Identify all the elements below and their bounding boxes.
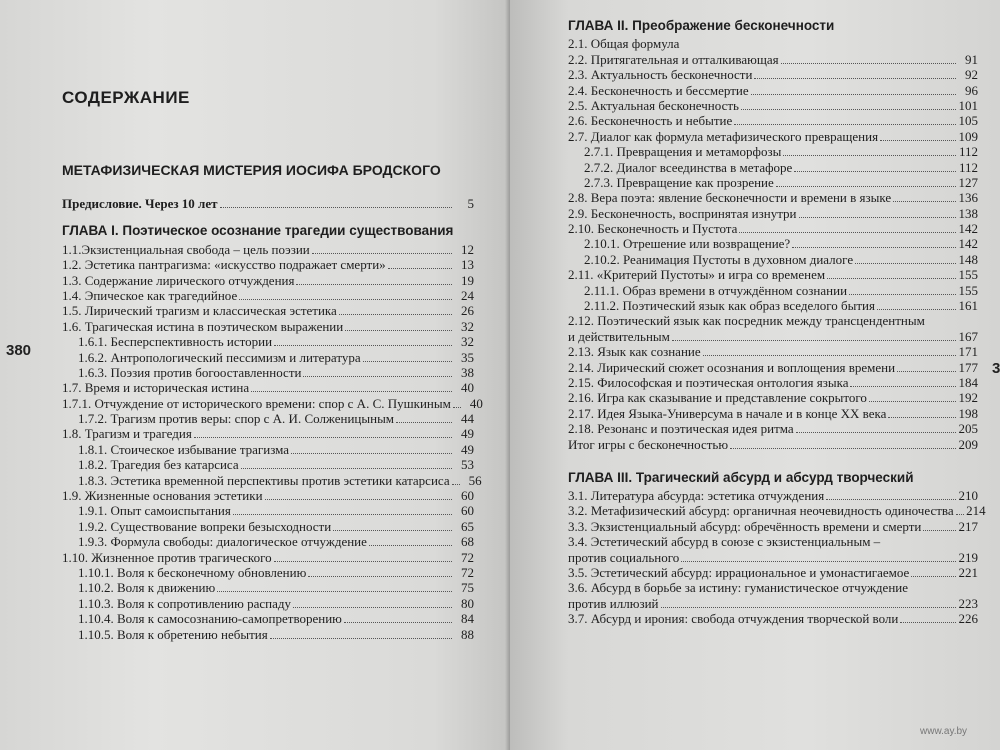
entry-label: 1.3. Содержание лирического отчуждения	[62, 272, 295, 288]
entry-page: 49	[461, 426, 474, 442]
entry-page: 91	[965, 51, 978, 67]
toc-entry	[568, 405, 978, 420]
entry-page: 217	[958, 518, 978, 534]
entry-label: 1.9.1. Опыт самоиспытания	[78, 503, 231, 519]
entry-page: 38	[461, 364, 474, 380]
entry-label: 1.9.3. Формула свободы: диалогическое отчуждение	[78, 534, 367, 550]
entry-page: 35	[461, 349, 474, 365]
entry-page: 49	[461, 441, 474, 457]
toc-entry	[62, 272, 474, 287]
toc-entry	[568, 36, 978, 51]
entry-page: 88	[461, 626, 474, 642]
entry-page: 177	[958, 359, 978, 375]
entry-label: 2.9. Бесконечность, воспринятая изнутри	[568, 205, 797, 221]
entry-label: 1.10.5. Воля к обретению небытия	[78, 626, 268, 642]
entry-page: 12	[461, 241, 474, 257]
toc-entry	[62, 365, 474, 380]
entry-label: 1.2. Эстетика пантрагизма: «искусство подражает смерти»	[62, 257, 386, 273]
toc-entry	[568, 282, 978, 297]
toc-entry	[568, 205, 978, 220]
entry-label: 2.10. Бесконечность и Пустота	[568, 221, 738, 237]
entry-label: 1.6.1. Бесперспективность истории	[78, 334, 273, 350]
entry-page: 68	[461, 534, 474, 550]
entry-label: 2.2. Притягательная и отталкивающая	[568, 51, 779, 67]
entry-label: 1.5. Лирический трагизм и классическая эстетика	[62, 303, 337, 319]
entry-label: 2.11.1. Образ времени в отчуждённом сознании	[584, 282, 848, 298]
entry-label: 2.6. Бесконечность и небытие	[568, 113, 733, 129]
chapter3-entries	[568, 487, 986, 534]
toc-entry	[568, 67, 978, 82]
toc-entry-line: 3.4. Эстетический абсурд в союзе с экзистенциальным –	[568, 533, 881, 549]
toc-entry	[62, 303, 474, 318]
entry-label: 2.7. Диалог как формула метафизического превращения	[568, 128, 879, 144]
entry-label: 1.4. Эпическое как трагедийное	[62, 287, 238, 303]
entry-label: 2.8. Вера поэта: явление бесконечности и времени в языке	[568, 190, 892, 206]
toc-entry	[62, 241, 474, 256]
entry-page: 112	[958, 159, 978, 175]
entry-label: 2.15. Философская и поэтическая онтология языка	[568, 374, 849, 390]
toc-entry	[568, 144, 978, 159]
entry-label: 2.4. Бесконечность и бессмертие	[568, 82, 749, 98]
entry-page: 5	[467, 196, 474, 212]
entry-page: 65	[461, 518, 474, 534]
entry-label: 3.5. Эстетический абсурд: иррациональное и умонастигаемое	[568, 564, 910, 580]
entry-page: 161	[958, 298, 978, 314]
entry-page: 75	[461, 580, 474, 596]
entry-page: 32	[461, 334, 474, 350]
entry-page: 105	[958, 113, 978, 129]
chapter-title: ГЛАВА II. Преображение бесконечности	[568, 18, 835, 33]
toc-entry	[568, 390, 978, 405]
toc-entry	[62, 441, 474, 456]
toc-entry	[568, 344, 978, 359]
entry-label: 1.8. Трагизм и трагедия	[62, 426, 192, 442]
toc-entry	[62, 488, 474, 503]
entry-page: 84	[461, 611, 474, 627]
toc-entry	[568, 328, 978, 343]
entry-label: Предисловие. Через 10 лет	[62, 196, 218, 212]
toc-entry	[62, 288, 474, 303]
entry-label: 1.10.2. Воля к движению	[78, 580, 216, 596]
toc-entry	[62, 549, 474, 564]
entry-label: 1.6.2. Антропологический пессимизм и литература	[78, 349, 361, 365]
chapter-title: ГЛАВА I. Поэтическое осознание трагедии существования	[62, 223, 454, 239]
toc-entry	[62, 472, 482, 488]
entry-label: против социального	[568, 549, 680, 565]
entry-page: 40	[461, 380, 474, 396]
entry-page: 101	[958, 97, 978, 113]
entry-page: 60	[461, 488, 474, 504]
page-number: 3	[992, 360, 1000, 377]
toc-entry	[568, 251, 978, 266]
entry-label: 2.3. Актуальность бесконечности	[568, 67, 753, 83]
entry-label: 1.8.3. Эстетика временной перспективы против эстетики катарсиса	[78, 472, 450, 488]
toc-left	[62, 196, 483, 642]
entry-label: 1.8.2. Трагедия без катарсиса	[78, 457, 239, 473]
entry-page: 221	[958, 564, 978, 580]
entry-page: 205	[958, 421, 978, 437]
toc-entry	[568, 375, 978, 390]
entry-page: 198	[958, 405, 978, 421]
entry-label: 2.16. Игра как сказывание и представление сокрытого	[568, 390, 867, 406]
entry-label: 2.7.3. Превращение как прозрение	[584, 174, 774, 190]
entry-page: 155	[958, 282, 978, 298]
toc-entry	[568, 518, 978, 533]
toc-entry	[62, 565, 474, 580]
entry-label: 2.17. Идея Языка-Универсума в начале и в конце XX века	[568, 405, 887, 421]
toc-entry	[568, 51, 978, 66]
toc-entry	[62, 611, 474, 626]
entry-label: 1.6.3. Поэзия против богооставленности	[78, 364, 302, 380]
entry-page: 60	[461, 503, 474, 519]
entry-label: 1.10.1. Воля к бесконечному обновлению	[78, 564, 307, 580]
toc-entry	[62, 380, 474, 395]
toc-entry	[568, 98, 978, 113]
toc-entry	[568, 298, 978, 313]
entry-page: 92	[965, 67, 978, 83]
toc-entry	[568, 488, 978, 503]
entry-label: 1.10.4. Воля к самосознанию-самопретворению	[78, 611, 342, 627]
entry-page: 32	[461, 318, 474, 334]
entry-page: 171	[958, 344, 978, 360]
entry-page: 192	[958, 390, 978, 406]
entry-page: 72	[461, 549, 474, 565]
page-number: 380	[6, 342, 32, 359]
entry-label: 1.10. Жизненное против трагического	[62, 549, 272, 565]
entry-page: 53	[461, 457, 474, 473]
toc-right	[568, 18, 986, 627]
toc-entry-line: 3.6. Абсурд в борьбе за истину: гуманистическое отчуждение	[568, 579, 908, 595]
entry-page: 80	[461, 595, 474, 611]
entry-label: 3.1. Литература абсурда: эстетика отчуждения	[568, 487, 825, 503]
entry-page: 223	[958, 595, 978, 611]
entry-page: 40	[469, 395, 483, 411]
toc-entry	[568, 359, 978, 374]
entry-label: 3.7. Абсурд и ирония: свобода отчуждения творческой воли	[568, 611, 899, 627]
entry-page: 226	[958, 611, 978, 627]
toc-entry	[568, 421, 978, 436]
toc-entry	[568, 190, 978, 205]
entry-label: 1.1.Экзистенциальная свобода – цель поэзии	[62, 241, 310, 257]
entry-page: 19	[461, 272, 474, 288]
chapter2-entries	[568, 36, 978, 313]
entry-page: 72	[461, 564, 474, 580]
entry-label: 1.7.1. Отчуждение от исторического времени: спор с А. С. Пушкиным	[62, 395, 451, 411]
entry-page: 209	[958, 436, 978, 452]
toc-entry	[62, 257, 474, 272]
entry-label: 1.10.3. Воля к сопротивлению распаду	[78, 595, 291, 611]
toc-entry	[62, 318, 474, 333]
entry-page: 136	[958, 190, 978, 206]
toc-entry	[62, 457, 474, 472]
toc-entry	[62, 395, 483, 411]
toc-entry	[568, 82, 978, 97]
book-title: МЕТАФИЗИЧЕСКАЯ МИСТЕРИЯ ИОСИФА БРОДСКОГО	[62, 162, 441, 178]
entry-page: 184	[958, 374, 978, 390]
toc-entry	[62, 426, 474, 441]
chapter-title: ГЛАВА III. Трагический абсурд и абсурд творческий	[568, 469, 914, 485]
entry-label: 2.11. «Критерий Пустоты» и игра со временем	[568, 267, 826, 283]
entry-label: Итог игры с бесконечностью	[568, 436, 729, 452]
entry-label: 2.7.1. Превращения и метаморфозы	[584, 144, 782, 160]
entry-label: 2.7.2. Диалог всеединства в метафоре	[584, 159, 793, 175]
entry-label: 1.9.2. Существование вопреки безысходности	[78, 518, 332, 534]
toc-entry	[568, 503, 986, 519]
entry-label: 2.5. Актуальная бесконечность	[568, 97, 739, 113]
toc-entry	[568, 221, 978, 236]
entry-page: 214	[966, 503, 986, 519]
entry-label: 2.10.2. Реанимация Пустоты в духовном диалоге	[584, 251, 854, 267]
toc-entry	[62, 518, 474, 533]
toc-entry	[568, 128, 978, 143]
entry-label: 2.13. Язык как сознание	[568, 344, 701, 360]
entry-page: 148	[958, 251, 978, 267]
entry-page: 138	[958, 205, 978, 221]
toc-entry	[62, 580, 474, 595]
entry-page: 56	[468, 472, 482, 488]
chapter1-entries	[62, 241, 483, 642]
toc-entry	[62, 595, 474, 610]
toc-entry	[568, 175, 978, 190]
entry-page: 13	[461, 257, 474, 273]
entry-label: 3.3. Экзистенциальный абсурд: обречённость времени и смерти	[568, 518, 922, 534]
toc-entry	[568, 236, 978, 251]
entry-page: 44	[461, 411, 474, 427]
entry-page: 167	[958, 328, 978, 344]
entry-page: 112	[958, 144, 978, 160]
toc-entry	[62, 626, 474, 641]
toc-entry	[568, 159, 978, 174]
toc-entry-line: 2.12. Поэтический язык как посредник между трансцендентным	[568, 313, 925, 329]
entry-page: 26	[461, 303, 474, 319]
watermark: www.ay.by	[920, 726, 968, 737]
entry-label: 1.9. Жизненные основания эстетики	[62, 488, 263, 504]
entry-label: 2.14. Лирический сюжет осознания и воплощения времени	[568, 359, 896, 375]
entry-page: 142	[958, 236, 978, 252]
entry-page: 127	[958, 174, 978, 190]
entry-page: 24	[461, 287, 474, 303]
entry-page: 96	[965, 82, 978, 98]
toc-entry	[568, 267, 978, 282]
contents-heading: СОДЕРЖАНИЕ	[62, 88, 190, 107]
toc-entry	[62, 534, 474, 549]
entry-label: 1.7.2. Трагизм против веры: спор с А. И. Солженицыным	[78, 411, 395, 427]
chapter2-entries-cont	[568, 344, 978, 452]
entry-label: 1.7. Время и историческая истина	[62, 380, 250, 396]
toc-entry	[568, 436, 978, 451]
toc-entry-preface	[62, 196, 474, 211]
entry-label: 3.2. Метафизический абсурд: органичная неочевидность одиночества	[568, 503, 954, 519]
entry-page: 109	[958, 128, 978, 144]
entry-label: 2.10.1. Отрешение или возвращение?	[584, 236, 791, 252]
toc-entry	[62, 411, 474, 426]
entry-label: 1.8.1. Стоическое избывание трагизма	[78, 441, 290, 457]
toc-entry	[568, 611, 978, 626]
entry-label: и действительным	[568, 328, 670, 344]
entry-label: 2.11.2. Поэтический язык как образ вседелого бытия	[584, 298, 875, 314]
toc-entry	[62, 349, 474, 364]
entry-label: 2.1. Общая формула	[568, 36, 680, 52]
toc-entry	[568, 595, 978, 610]
toc-entry	[62, 503, 474, 518]
toc-entry	[568, 549, 978, 564]
entry-page: 210	[958, 487, 978, 503]
toc-entry	[568, 113, 978, 128]
entry-label: 2.18. Резонанс и поэтическая идея ритма	[568, 421, 794, 437]
entry-page: 142	[958, 221, 978, 237]
entry-page: 219	[958, 549, 978, 565]
entry-page: 155	[958, 267, 978, 283]
entry-label: против иллюзий	[568, 595, 659, 611]
toc-entry	[62, 334, 474, 349]
toc-entry	[568, 565, 978, 580]
entry-label: 1.6. Трагическая истина в поэтическом выражении	[62, 318, 344, 334]
